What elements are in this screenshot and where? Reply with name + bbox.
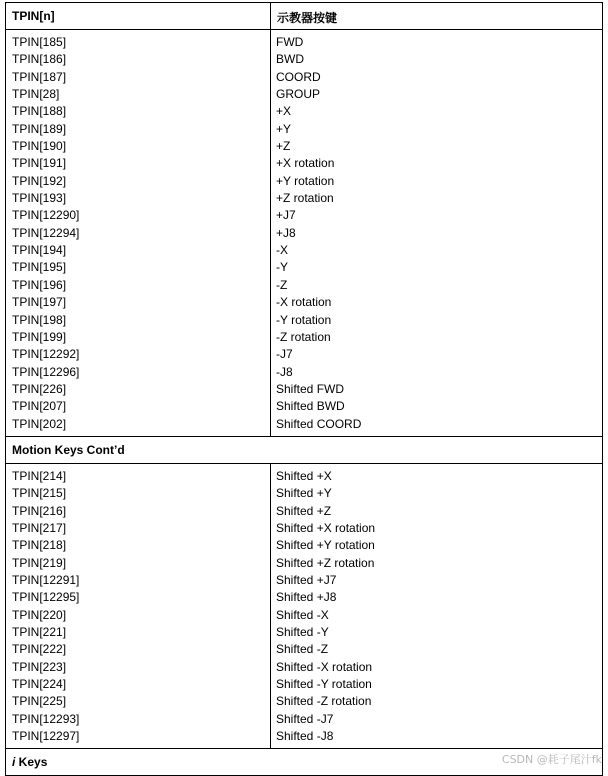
key-cell: Shifted +Y (276, 486, 332, 501)
key-cell: -J7 (276, 347, 293, 362)
table-row (6, 312, 602, 329)
table-row (6, 69, 602, 86)
key-cell: Shifted -J8 (276, 729, 334, 744)
key-cell: Shifted +X (276, 468, 332, 483)
tpin-cell: TPIN[28] (12, 87, 60, 102)
table-row (6, 346, 602, 363)
key-cell: +X (276, 104, 292, 119)
tpin-cell: TPIN[186] (12, 52, 67, 67)
key-cell: Shifted -Y rotation (276, 677, 372, 692)
key-cell: Shifted +Z rotation (276, 555, 375, 570)
key-cell: Shifted FWD (276, 381, 345, 396)
key-cell: Shifted BWD (276, 399, 345, 414)
tpin-cell: TPIN[12297] (12, 729, 80, 744)
tpin-cell: TPIN[185] (12, 35, 67, 49)
table-row (6, 155, 602, 172)
tpin-cell: TPIN[217] (12, 520, 67, 535)
key-cell: +Z (276, 139, 291, 154)
tpin-cell: TPIN[199] (12, 329, 67, 344)
section-title: Motion Keys Cont’d (12, 442, 125, 457)
table-row (6, 468, 602, 485)
table-row (6, 381, 602, 398)
table-row (6, 624, 602, 641)
tpin-cell: TPIN[12295] (12, 590, 80, 605)
key-cell: Shifted -Y (276, 625, 329, 639)
tpin-cell: TPIN[225] (12, 694, 67, 709)
table-row (6, 225, 602, 242)
table-row (6, 121, 602, 138)
key-cell: Shifted COORD (276, 416, 362, 431)
key-cell: GROUP (276, 87, 321, 102)
table-group-motion-keys-contd (5, 464, 603, 750)
tpin-cell: TPIN[12296] (12, 364, 80, 379)
table-row (6, 259, 602, 276)
tpin-cell: TPIN[189] (12, 121, 67, 136)
table-row (6, 86, 602, 103)
key-cell: +J7 (276, 208, 296, 223)
table-group-motion-keys (5, 30, 603, 437)
tpin-table (5, 2, 603, 776)
key-cell: COORD (276, 69, 321, 84)
tpin-cell: TPIN[219] (12, 555, 67, 570)
key-cell: +J8 (276, 225, 296, 240)
key-cell: -Y rotation (276, 312, 332, 327)
tpin-cell: TPIN[221] (12, 625, 67, 639)
table-row (6, 503, 602, 520)
column-divider (270, 3, 271, 29)
key-cell: +Y (276, 121, 292, 136)
key-cell: -Z rotation (276, 329, 331, 344)
tpin-cell: TPIN[194] (12, 243, 67, 258)
table-row (6, 555, 602, 572)
tpin-cell: TPIN[222] (12, 642, 67, 657)
table-row (6, 103, 602, 120)
table-row (6, 173, 602, 190)
key-cell: -Z (276, 277, 288, 292)
header-pendant-key: 示教器按键 (277, 11, 338, 25)
tpin-cell: TPIN[223] (12, 659, 67, 674)
key-cell: Shifted -Z rotation (276, 694, 372, 709)
header-tpin: TPIN[n] (12, 9, 55, 23)
tpin-cell: TPIN[196] (12, 277, 67, 292)
key-cell: Shifted +X rotation (276, 520, 376, 535)
table-header (5, 2, 603, 30)
tpin-cell: TPIN[187] (12, 69, 67, 84)
section-title (12, 755, 47, 769)
tpin-cell: TPIN[190] (12, 139, 67, 154)
table-row (6, 485, 602, 502)
tpin-cell: TPIN[192] (12, 173, 67, 188)
table-row (6, 693, 602, 710)
section-title-italic: i (12, 755, 16, 770)
tpin-cell: TPIN[216] (12, 503, 67, 518)
table-row (6, 34, 602, 51)
key-cell: +Y rotation (276, 173, 335, 188)
section-motion-keys-contd (5, 437, 603, 464)
key-cell: Shifted +J7 (276, 572, 337, 587)
table-row (6, 589, 602, 606)
table-row (6, 329, 602, 346)
key-cell: FWD (276, 35, 304, 49)
table-row (6, 520, 602, 537)
table-row (6, 294, 602, 311)
key-cell: Shifted +Z (276, 503, 332, 518)
key-cell: Shifted +Y rotation (276, 538, 375, 553)
tpin-cell: TPIN[12294] (12, 225, 80, 240)
watermark: CSDN @耗子尾汁fk (501, 753, 602, 766)
tpin-cell: TPIN[207] (12, 399, 67, 414)
tpin-cell: TPIN[191] (12, 156, 67, 171)
tpin-cell: TPIN[214] (12, 468, 67, 483)
key-cell: +Z rotation (276, 191, 334, 206)
tpin-cell: TPIN[197] (12, 295, 67, 310)
table-row (6, 711, 602, 728)
table-row (6, 190, 602, 207)
section-title-rest: Keys (15, 755, 48, 770)
key-cell: -Y (276, 260, 288, 275)
tpin-cell: TPIN[198] (12, 312, 67, 327)
key-cell: Shifted +J8 (276, 590, 337, 605)
tpin-cell: TPIN[226] (12, 381, 67, 396)
tpin-cell: TPIN[12290] (12, 208, 80, 223)
table-row (6, 364, 602, 381)
tpin-cell: TPIN[224] (12, 677, 67, 692)
key-cell: Shifted -J7 (276, 711, 334, 726)
table-row (6, 676, 602, 693)
key-cell: Shifted -X rotation (276, 659, 373, 674)
tpin-cell: TPIN[220] (12, 607, 67, 622)
key-cell: -J8 (276, 364, 293, 379)
table-row (6, 51, 602, 68)
key-cell: BWD (276, 52, 304, 67)
tpin-cell: TPIN[188] (12, 104, 67, 119)
tpin-cell: TPIN[193] (12, 191, 67, 206)
table-row (6, 572, 602, 589)
table-row (6, 607, 602, 624)
tpin-cell: TPIN[218] (12, 538, 67, 553)
table-row (6, 416, 602, 433)
table-row (6, 138, 602, 155)
tpin-cell: TPIN[12293] (12, 711, 80, 726)
tpin-cell: TPIN[215] (12, 486, 67, 501)
table-row (6, 659, 602, 676)
tpin-cell: TPIN[12292] (12, 347, 80, 362)
table-row (6, 207, 602, 224)
key-cell: -X rotation (276, 295, 332, 310)
table-row (6, 537, 602, 554)
tpin-cell: TPIN[202] (12, 416, 67, 431)
table-row (6, 728, 602, 745)
table-row (6, 398, 602, 415)
table-row (6, 641, 602, 658)
key-cell: +X rotation (276, 156, 335, 171)
table-row (6, 277, 602, 294)
key-cell: Shifted -Z (276, 642, 329, 657)
table-row (6, 242, 602, 259)
key-cell: Shifted -X (276, 607, 329, 622)
tpin-cell: TPIN[12291] (12, 572, 80, 587)
tpin-cell: TPIN[195] (12, 260, 67, 275)
key-cell: -X (276, 243, 288, 258)
